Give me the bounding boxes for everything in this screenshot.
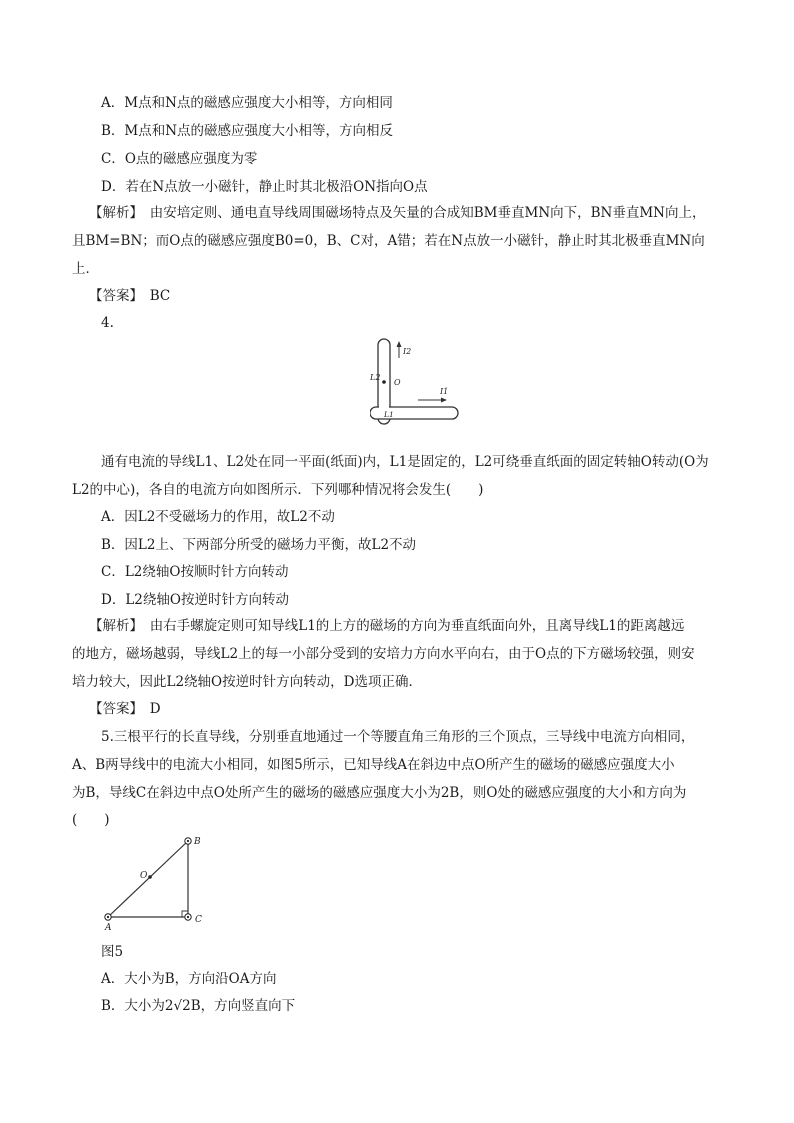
- q5-stem-line-3: 为B，导线C在斜边中点O处所产生的磁场的磁感应强度大小为2B，则O处的磁感应强度的大小和方向为: [72, 785, 687, 801]
- q5-figure-triangle: [98, 832, 213, 932]
- q4-analysis-line-2: 的地方，磁场越弱，导线L2上的每一小部分受到的安培力方向水平向右，由于O点的下方磁场较强，则安: [72, 646, 695, 662]
- q4-option-b: B．因L2上、下两部分所受的磁场力平衡，故L2不动: [101, 537, 417, 553]
- q3-option-d: D．若在N点放一小磁针，静止时其北极沿ON指向O点: [101, 179, 428, 195]
- q4-answer: 【答案】 D: [89, 701, 161, 717]
- l2-label: L2: [370, 373, 381, 382]
- q3-analysis-line-1: 【解析】 由安培定则、通电直导线周围磁场特点及矢量的合成知BM垂直MN向下，BN垂直MN向上，: [89, 205, 706, 221]
- q4-number: 4.: [101, 315, 114, 331]
- q5-stem-line-4: ( ): [72, 812, 110, 828]
- q3-answer: 【答案】 BC: [89, 288, 171, 304]
- midpoint-o-label: O: [140, 871, 148, 881]
- q4-option-a: A．因L2不受磁场力的作用，故L2不动: [101, 509, 335, 525]
- q5-option-b: B．大小为2√2B，方向竖直向下: [101, 998, 296, 1014]
- q3-option-c: C．O点的磁感应强度为零: [101, 151, 258, 167]
- o-label: O: [394, 378, 401, 387]
- q4-figure-wires: [370, 336, 460, 428]
- q3-analysis-line-3: 上．: [72, 261, 99, 277]
- i2-label: I2: [403, 347, 412, 356]
- q3-option-b: B．M点和N点的磁感应强度大小相等，方向相反: [101, 123, 394, 139]
- vertex-c-label: C: [195, 915, 202, 925]
- q5-option-a: A．大小为B，方向沿OA方向: [101, 971, 277, 987]
- vertex-a-label: A: [105, 923, 112, 932]
- q5-stem-line-2: A、B两导线中的电流大小相同，如图5所示，已知导线A在斜边中点O所产生的磁场的磁感应强度大小: [72, 757, 675, 773]
- q3-option-a: A．M点和N点的磁感应强度大小相等，方向相同: [101, 95, 393, 111]
- q5-figure-caption: 图5: [101, 944, 124, 960]
- q4-option-d: D．L2绕轴O按逆时针方向转动: [101, 592, 289, 608]
- midpoint-o-dot: [148, 875, 152, 879]
- q4-option-c: C．L2绕轴O按顺时针方向转动: [101, 564, 289, 580]
- q4-analysis-line-3: 培力较大，因此L2绕轴O按逆时针方向转动，D选项正确．: [72, 674, 422, 690]
- vertex-b-label: B: [194, 837, 201, 847]
- q3-analysis-line-2: 且BM=BN；而O点的磁感应强度B0=0，B、C对，A错；若在N点放一小磁针，静止时其北极垂直MN向: [72, 233, 705, 249]
- q4-stem-line-2: L2的中心)，各自的电流方向如图所示．下列哪种情况将会发生( ): [72, 482, 484, 498]
- q4-stem-line-1: 通有电流的导线L1、L2处在同一平面(纸面)内，L1是固定的，L2可绕垂直纸面的固定转轴O转动(O为: [101, 454, 709, 470]
- hypotenuse-ab: [108, 841, 188, 917]
- q5-stem-line-1: 5.三根平行的长直导线，分别垂直地通过一个等腰直角三角形的三个顶点，三导线中电流方向相同，: [101, 729, 695, 745]
- l1-label: L1: [384, 410, 394, 419]
- i1-label: I1: [440, 387, 449, 396]
- q4-analysis-line-1: 【解析】 由右手螺旋定则可知导线L1的上方的磁场的方向为垂直纸面向外，且离导线L1的距离越远: [89, 618, 685, 634]
- pivot-o-dot: [382, 380, 386, 384]
